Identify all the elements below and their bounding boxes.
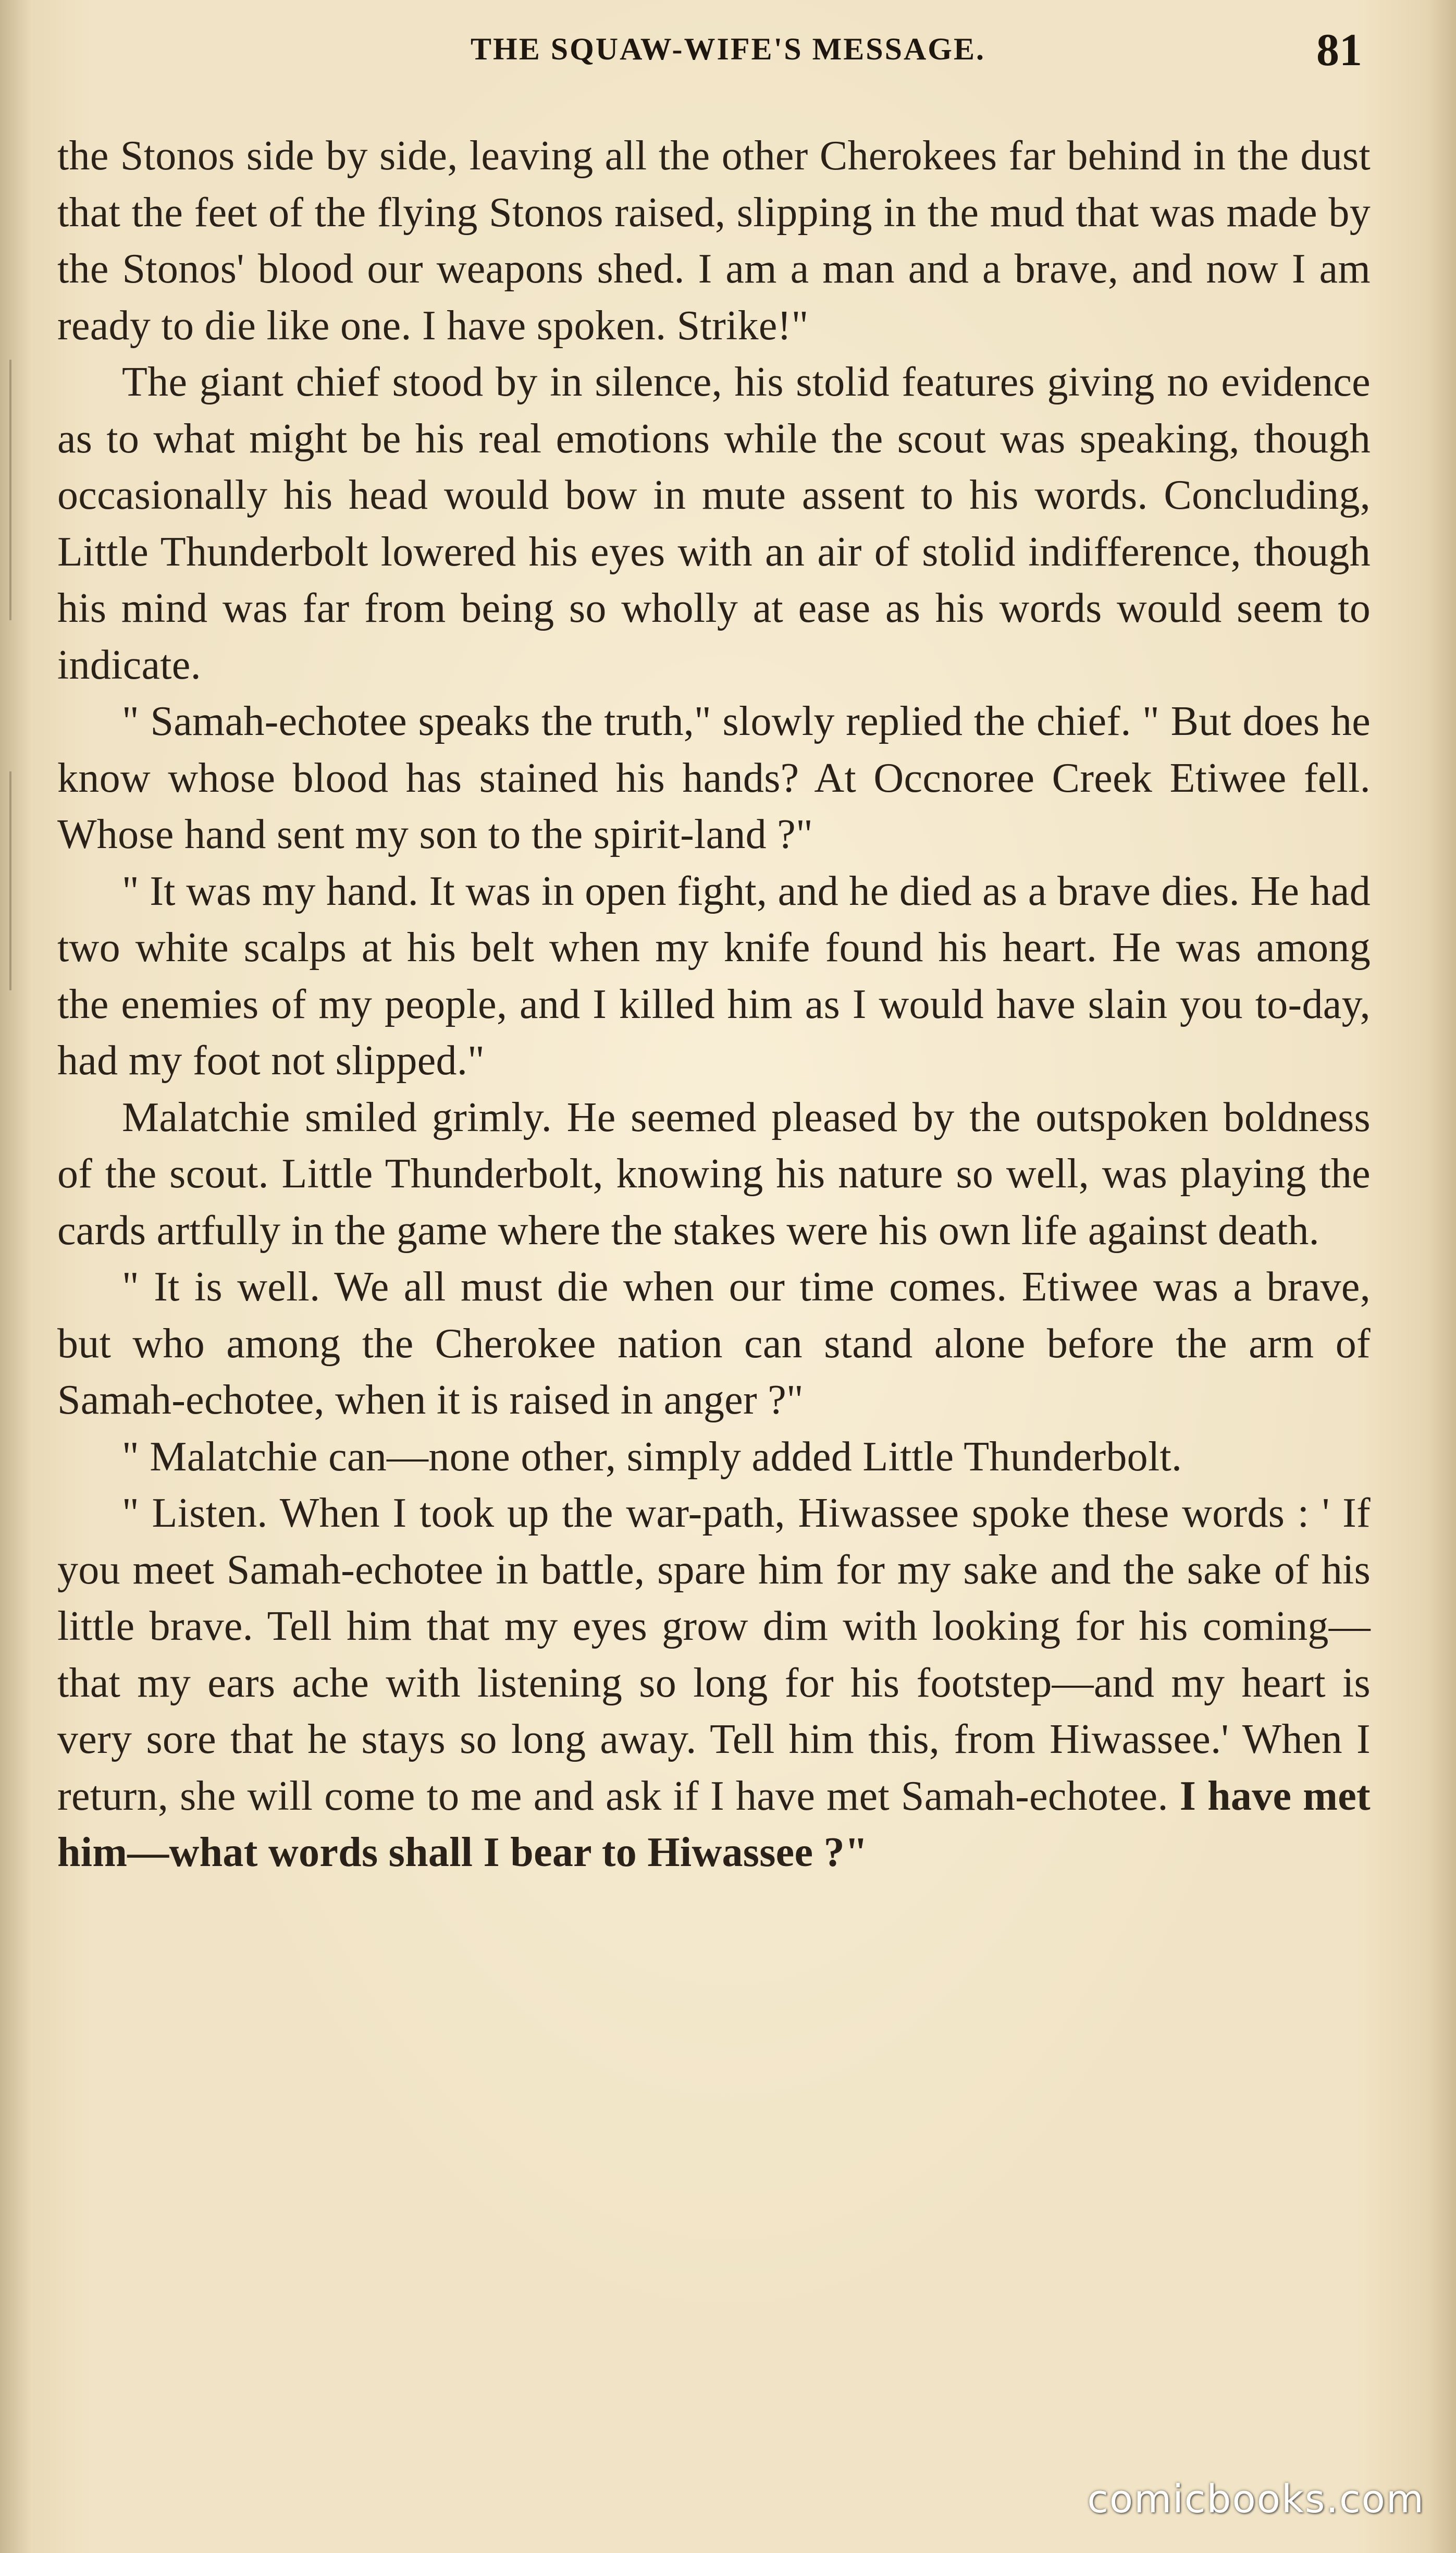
paragraph-last-text: " Listen. When I took up the war-path, Hiwassee spoke these words : ' If you meet Samah-echotee in battle, spare him for my sake and the sake of his little brave. Tell him that my eyes grow dim with looking for his coming—that my ears ache with listening so long for his footstep—and my heart is very sore that he stays so long away. Tell him this, from Hiwassee.' When I return, she will come to me and ask if I have met Samah-echotee. (57, 1490, 1371, 1819)
paragraph: " It is well. We all must die when our time comes. Etiwee was a brave, but who among the Cherokee nation can stand alone before the arm of Samah-echotee, when it is raised in anger ?" (57, 1264, 1371, 1423)
page-number: 81 (1316, 25, 1362, 76)
running-head: THE SQUAW-WIFE'S MESSAGE. (471, 32, 985, 66)
body-text (57, 128, 1371, 1881)
paragraph: " It was my hand. It was in open fight, and he died as a brave dies. He had two white scalps at his belt when my knife found his heart. He was among the enemies of my people, and I killed him as I would have slain you to-day, had my foot not slipped." (57, 868, 1371, 1084)
page-header (0, 20, 1456, 77)
paragraph: the Stonos side by side, leaving all the other Cherokees far behind in the dust that the feet of the flying Stonos raised, slipping in the mud that was made by the Stonos' blood our weapons shed. I am a man and a brave, and now I am ready to die like one. I have spoken. Strike!" (57, 133, 1371, 349)
paragraph-last-bold: I have met him—what words shall I bear to Hiwassee ?" (57, 1773, 1371, 1875)
paragraph: " Malatchie can—none other, simply added Little Thunderbolt. (122, 1433, 1182, 1480)
paragraph: The giant chief stood by in silence, his stolid features giving no evidence as to what might be his real emotions while the scout was speaking, though occasionally his head would bow in mute assent to his words. Concluding, Little Thunderbolt lowered his eyes with an air of stolid indifference, though his mind was far from being so wholly at ease as his words would seem to indicate. (57, 359, 1371, 688)
paragraph-last (57, 1485, 1371, 1881)
paragraph: Malatchie smiled grimly. He seemed pleased by the outspoken boldness of the scout. Little Thunderbolt, knowing his nature so well, was playing the cards artfully in the game where the stakes were his own life against death. (57, 1094, 1371, 1254)
margin-pencil-mark (9, 771, 15, 990)
watermark: comicbooks.com (1087, 2477, 1425, 2522)
margin-pencil-mark (9, 360, 15, 620)
paragraph: " Samah-echotee speaks the truth," slowly replied the chief. " But does he know whose blood has stained his hands? At Occnoree Creek Etiwee fell. Whose hand sent my son to the spirit-land ?" (57, 698, 1371, 857)
